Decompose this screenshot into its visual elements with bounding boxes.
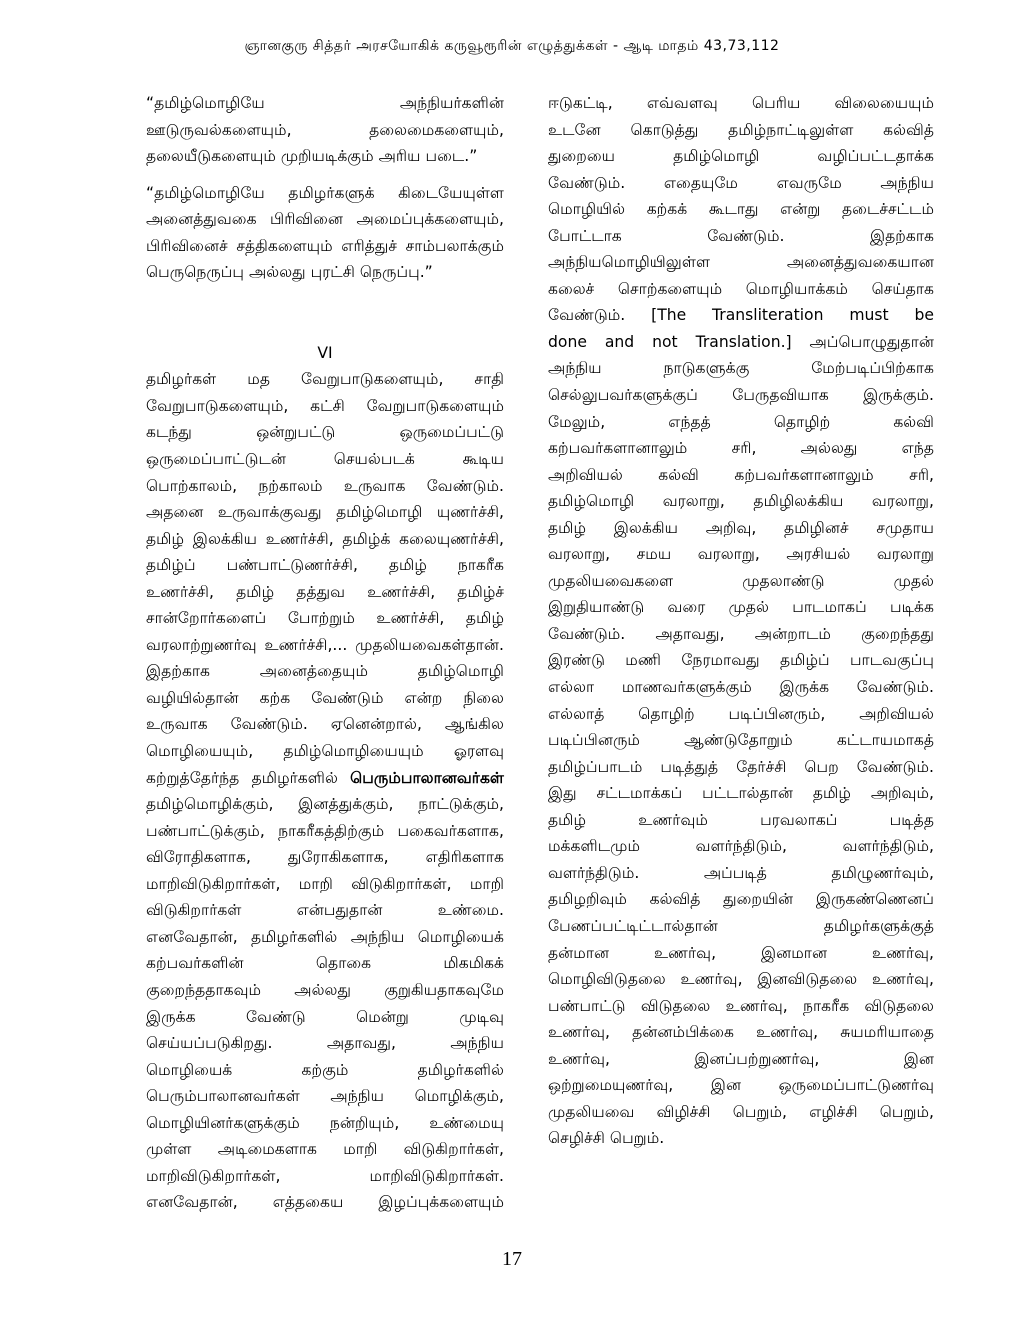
quote2-line: அனைத்துவகை பிரிவினை அமைப்புக்களையும், (146, 210, 504, 229)
quote1-line: தலையீடுகளையும் முறியடிக்கும் அரிய படை.” (146, 147, 478, 166)
paragraph-line: கலைச் சொற்களையும் மொழியாக்கம் செய்தாக (548, 279, 934, 298)
paragraph-line: தமிழ்மொழி வரலாறு, தமிழிலக்கிய வரலாறு, (548, 492, 934, 511)
paragraph-line: தன்மான உணர்வு, இனமான உணர்வு, (548, 943, 934, 962)
paragraph-line: மொழியினர்களுக்கும் நன்றியும், உண்மையு (146, 1113, 504, 1132)
paragraph-line: வேறுபாடுகளையும், கட்சி வேறுபாடுகளையும் (146, 396, 504, 415)
paragraph-line: தமிழ்மொழிக்கும், இனத்துக்கும், நாட்டுக்கும், (146, 795, 504, 814)
paragraph-line: முதலியவை விழிச்சி பெறும், எழிச்சி பெறும், (548, 1102, 934, 1121)
paragraph-line: செழிச்சி பெறும். (548, 1129, 665, 1148)
paragraph-line: done and not Translation.] அப்பொழுதுதான் (548, 332, 934, 351)
paragraph-line: மொழியில் கற்கக் கூடாது என்று தடைச்சட்டம் (548, 200, 934, 219)
paragraph-line: மொழியையும், தமிழ்மொழியையும் ஓரளவு (146, 742, 504, 761)
paragraph-line: எனவேதான், எத்தகைய இழப்புக்களையும் (146, 1193, 504, 1212)
section-number: VI (317, 343, 333, 362)
paragraph-line: குறைந்ததாகவும் அல்லது குறுகியதாகவுமே (146, 980, 504, 999)
paragraph-line: மொழிவிடுதலை உணர்வு, இனவிடுதலை உணர்வு, (548, 970, 934, 989)
paragraph-line: எல்லா மாணவர்களுக்கும் இருக்க வேண்டும். (548, 678, 934, 697)
paragraph-line: இறுதியாண்டு வரை முதல் பாடமாகப் படிக்க (548, 598, 934, 617)
paragraph-line: தமிழ் உணர்வும் பரவலாகப் படித்த (548, 810, 934, 829)
paragraph-line: மாறிவிடுகிறார்கள், மாறி விடுகிறார்கள், மாறி (146, 874, 504, 893)
left-column (146, 90, 504, 1216)
paragraph-line: சான்றோர்களைப் போற்றும் உணர்ச்சி, தமிழ் (146, 609, 504, 628)
paragraph-line: பேணப்பட்டிட்டால்தான் தமிழர்களுக்குத் (548, 916, 934, 935)
paragraph-line: வேண்டும். அதாவது, அன்றாடம் குறைந்தது (548, 624, 934, 643)
bold-emphasis: பெரும்பாலானவர்கள் (350, 768, 504, 787)
right-column (548, 90, 934, 1152)
quote1-line: ஊடுருவல்களையும், தலைமைகளையும், (146, 120, 504, 139)
spacer (146, 286, 504, 340)
paragraph-line: வழியில்தான் கற்க வேண்டும் என்ற நிலை (146, 688, 504, 707)
spacer (146, 170, 504, 180)
paragraph-line: இதற்காக அனைத்தையும் தமிழ்மொழி (146, 662, 504, 681)
paragraph-line: கற்பவர்களின் தொகை மிகமிகக் (146, 954, 504, 973)
paragraph-line: உணர்வு, இனப்பற்றுணர்வு, இன (548, 1049, 934, 1068)
paragraph-line: மேலும், எந்தத் தொழிற் கல்வி (548, 412, 934, 431)
paragraph-line: கற்பவர்களானாலும் சரி, அல்லது எந்த (548, 439, 934, 458)
paragraph-line: விடுகிறார்கள் என்பதுதான் உண்மை. (146, 901, 504, 920)
paragraph-line: வளர்ந்திடும். அப்படித் தமிழுணர்வும், (548, 863, 934, 882)
paragraph-line: ஒருமைப்பாட்டுடன் செயல்படக் கூடிய (146, 450, 504, 469)
paragraph-line: வேண்டும். எதையுமே எவருமே அந்நிய (548, 173, 934, 192)
paragraph-line: விரோதிகளாக, துரோகிகளாக, எதிரிகளாக (146, 848, 504, 867)
paragraph-line: எல்லாத் தொழிற் படிப்பினரும், அறிவியல் (548, 704, 934, 723)
paragraph-line: செல்லுபவர்களுக்குப் பேருதவியாக இருக்கும். (548, 386, 934, 405)
paragraph-line: அந்நிய நாடுகளுக்கு மேற்படிப்பிற்காக (548, 359, 934, 378)
paragraph-line: தமிழர்கள் மத வேறுபாடுகளையும், சாதி (146, 370, 504, 389)
paragraph-line: ஈடுகட்டி, எவ்வளவு பெரிய விலையையும் (548, 94, 934, 112)
paragraph-line: இரண்டு மணி நேரமாவது தமிழ்ப் பாடவகுப்பு (548, 651, 934, 670)
paragraph-line: செய்யப்படுகிறது. அதாவது, அந்நிய (146, 1034, 504, 1053)
paragraph-line: உடனே கொடுத்து தமிழ்நாட்டிலுள்ள கல்வித் (548, 120, 934, 139)
page-number: 17 (502, 1248, 522, 1270)
paragraph-text: கற்றுத்தேர்ந்த தமிழர்களில் (146, 768, 351, 787)
paragraph-line: மக்களிடமும் வளர்ந்திடும், வளர்ந்திடும், (548, 837, 934, 856)
paragraph-line: உணர்ச்சி, தமிழ் தத்துவ உணர்ச்சி, தமிழ்ச் (146, 582, 504, 601)
paragraph-line: பண்பாட்டுக்கும், நாகரீகத்திற்கும் பகைவர்களாக, (146, 821, 504, 840)
paragraph-line: பண்பாட்டு விடுதலை உணர்வு, நாகரீக விடுதலை (548, 996, 934, 1015)
paragraph-line: மாறிவிடுகிறார்கள், மாறிவிடுகிறார்கள். (146, 1166, 504, 1185)
paragraph-line: படிப்பினரும் ஆண்டுதோறும் கட்டாயமாகத் (548, 731, 934, 750)
paragraph-line: போட்டாக வேண்டும். இதற்காக (548, 226, 934, 245)
paragraph-line: உருவாக வேண்டும். ஏனென்றால், ஆங்கில (146, 715, 504, 734)
paragraph-line: அந்நியமொழியிலுள்ள அனைத்துவகையான (548, 253, 934, 272)
paragraph-line: முள்ள அடிமைகளாக மாறி விடுகிறார்கள், (146, 1140, 504, 1159)
paragraph-line: எனவேதான், தமிழர்களில் அந்நிய மொழியைக் (146, 927, 504, 946)
quote1-line: “தமிழ்மொழியே அந்நியர்களின் (146, 94, 504, 112)
paragraph-line: தமிழ்ப்பாடம் படித்துத் தேர்ச்சி பெற வேண்டும். (548, 757, 934, 776)
paragraph-line: துறையை தமிழ்மொழி வழிப்பட்டதாக்க (548, 147, 934, 166)
paragraph-line: பொற்காலம், நற்காலம் உருவாக வேண்டும். (146, 476, 504, 495)
paragraph-line: தமிழ்ப் பண்பாட்டுணர்ச்சி, தமிழ் நாகரீக (146, 556, 504, 575)
quote2-line: பிரிவினைச் சத்திகளையும் எரித்துச் சாம்பலாக்கும் (146, 236, 504, 255)
paragraph-line: வரலாற்றுணர்வு உணர்ச்சி,... முதலியவைகள்தான். (146, 635, 504, 654)
paragraph-line: பெரும்பாலானவர்கள் அந்நிய மொழிக்கும், (146, 1087, 504, 1106)
paragraph-line (146, 765, 504, 792)
quote2-line: “தமிழ்மொழியே தமிழர்களுக் கிடையேயுள்ள (146, 183, 504, 202)
paragraph-line: தமிழ் இலக்கிய உணர்ச்சி, தமிழ்க் கலையுணர்ச்சி, (146, 529, 504, 548)
paragraph-line: வேண்டும். [The Transliteration must be (548, 306, 934, 325)
paragraph-line: முதலியவைகளை முதலாண்டு முதல் (548, 571, 934, 590)
running-header: ஞானகுரு சித்தர் அரசயோகிக் கருவூரூரின் எழுத்துக்கள் - ஆடி மாதம் 43,73,112 (244, 38, 780, 54)
paragraph-line: தமிழறிவும் கல்வித் துறையின் இருகண்ணெனப் (548, 890, 934, 909)
paragraph-line: அதனை உருவாக்குவது தமிழ்மொழி யுணர்ச்சி, (146, 503, 504, 522)
paragraph-line: தமிழ் இலக்கிய அறிவு, தமிழினச் சமுதாய (548, 518, 934, 537)
paragraph-line: மொழியைக் கற்கும் தமிழர்களில் (146, 1060, 504, 1079)
paragraph-line: உணர்வு, தன்னம்பிக்கை உணர்வு, சுயமரியாதை (548, 1023, 934, 1042)
paragraph-line: ஒற்றுமையுணர்வு, இன ஒருமைப்பாட்டுணர்வு (548, 1076, 934, 1095)
quote2-line: பெருநெருப்பு அல்லது புரட்சி நெருப்பு.” (146, 263, 433, 282)
paragraph-line: கடந்து ஒன்றுபட்டு ஒருமைப்பட்டு (146, 423, 504, 442)
paragraph-line: அறிவியல் கல்வி கற்பவர்களானாலும் சரி, (548, 465, 934, 484)
paragraph-line: இது சட்டமாக்கப் பட்டால்தான் தமிழ் அறிவும், (548, 784, 934, 803)
paragraph-line: இருக்க வேண்டு மென்று முடிவு (146, 1007, 504, 1026)
paragraph-line: வரலாறு, சமய வரலாறு, அரசியல் வரலாறு (548, 545, 934, 564)
